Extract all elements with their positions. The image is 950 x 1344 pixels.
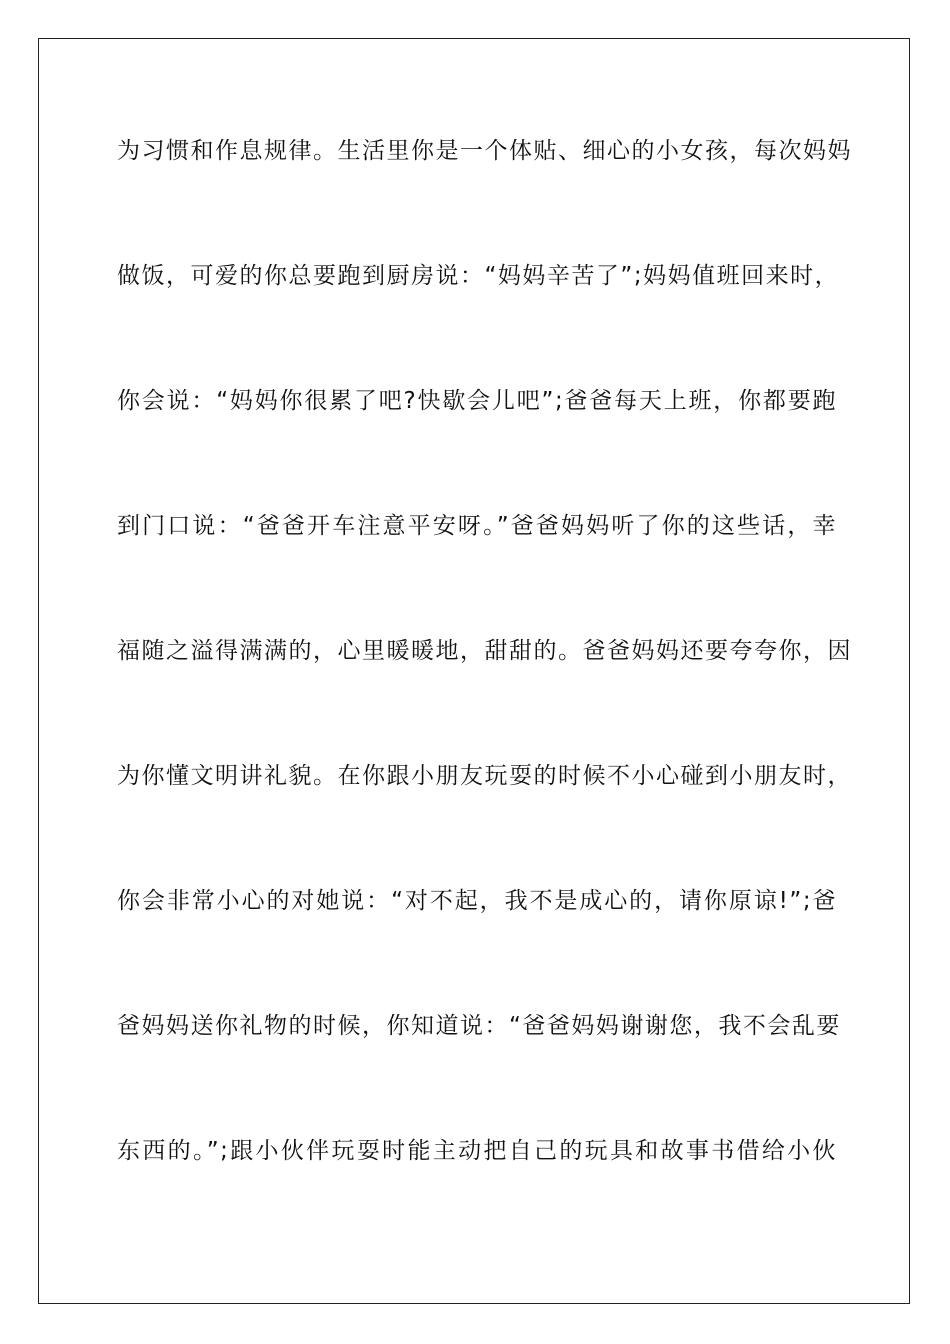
text-line: 福随之溢得满满的，心里暖暖地，甜甜的。爸爸妈妈还要夸夸你，因 xyxy=(117,638,852,664)
text-line: 为习惯和作息规律。生活里你是一个体贴、细心的小女孩，每次妈妈 xyxy=(117,138,852,164)
text-line: 你会说：“妈妈你很累了吧?快歇会儿吧”;爸爸每天上班，你都要跑 xyxy=(117,388,837,414)
text-line: 你会非常小心的对她说：“对不起，我不是成心的，请你原谅!”;爸 xyxy=(117,888,837,914)
text-line: 爸妈妈送你礼物的时候，你知道说：“爸爸妈妈谢谢您，我不会乱要 xyxy=(117,1013,841,1039)
text-line: 东西的。”;跟小伙伴玩耍时能主动把自己的玩具和故事书借给小伙 xyxy=(117,1138,837,1164)
document-body xyxy=(117,127,852,1252)
text-line: 到门口说：“爸爸开车注意平安呀。”爸爸妈妈听了你的这些话，幸 xyxy=(117,513,837,539)
text-line: 做饭，可爱的你总要跑到厨房说：“妈妈辛苦了”;妈妈值班回来时， xyxy=(117,263,840,289)
text-line: 为你懂文明讲礼貌。在你跟小朋友玩耍的时候不小心碰到小朋友时， xyxy=(117,763,852,789)
